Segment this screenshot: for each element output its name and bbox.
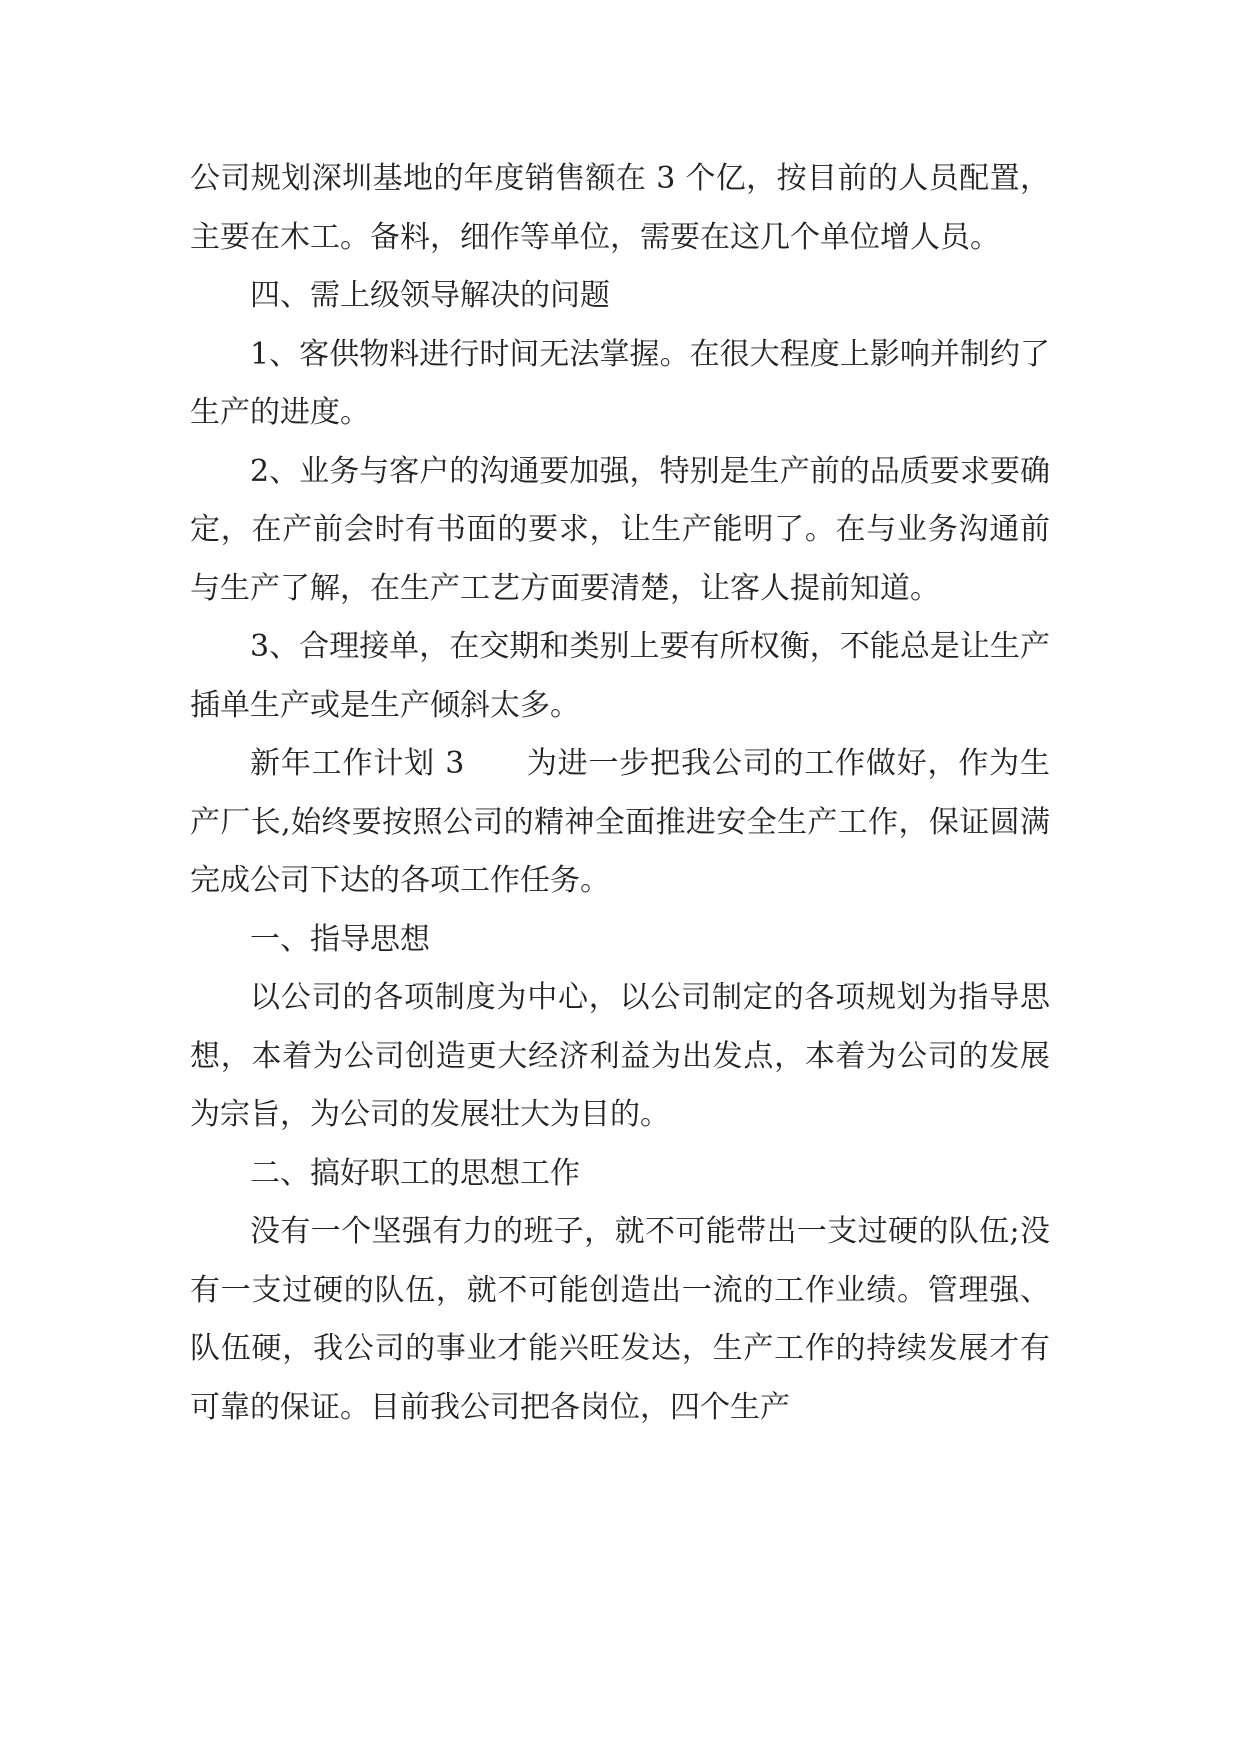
paragraph-staff-ideology-work: 没有一个坚强有力的班子，就不可能带出一支过硬的队伍;没有一支过硬的队伍，就不可能创造出一流的工作业绩。管理强、队伍硬，我公司的事业才能兴旺发达，生产工作的持续发展才有可靠的保证。目前我公司把各岗位，四个生产 [190,1214,1050,1425]
paragraph-work-plan-3-intro: 新年工作计划 3 为进一步把我公司的工作做好，作为生产厂长,始终要按照公司的精神全面推进安全生产工作，保证圆满完成公司下达的各项工作任务。 [190,746,1050,898]
document-page [190,150,1050,1437]
paragraph-issue-1: 1、客供物料进行时间无法掌握。在很大程度上影响并制约了生产的进度。 [190,336,1050,430]
paragraph-issue-2: 2、业务与客户的沟通要加强，特别是生产前的品质要求要确定，在产前会时有书面的要求，让生产能明了。在与业务沟通前与生产了解，在生产工艺方面要清楚，让客人提前知道。 [190,453,1050,606]
paragraph-guiding-ideology: 以公司的各项制度为中心，以公司制定的各项规划为指导思想，本着为公司创造更大经济利益为出发点，本着为公司的发展为宗旨，为公司的发展壮大为目的。 [190,980,1050,1132]
paragraph-staffing-plan: 公司规划深圳基地的年度销售额在 3 个亿，按目前的人员配置，主要在木工。备料，细作等单位，需要在这几个单位增人员。 [190,161,1050,255]
heading-guiding-ideology: 一、指导思想 [250,921,430,957]
heading-staff-ideology-work: 二、搞好职工的思想工作 [250,1155,580,1191]
paragraph-issue-3: 3、合理接单，在交期和类别上要有所权衡，不能总是让生产插单生产或是生产倾斜太多。 [190,629,1050,723]
heading-issues-for-leadership: 四、需上级领导解决的问题 [250,278,610,313]
